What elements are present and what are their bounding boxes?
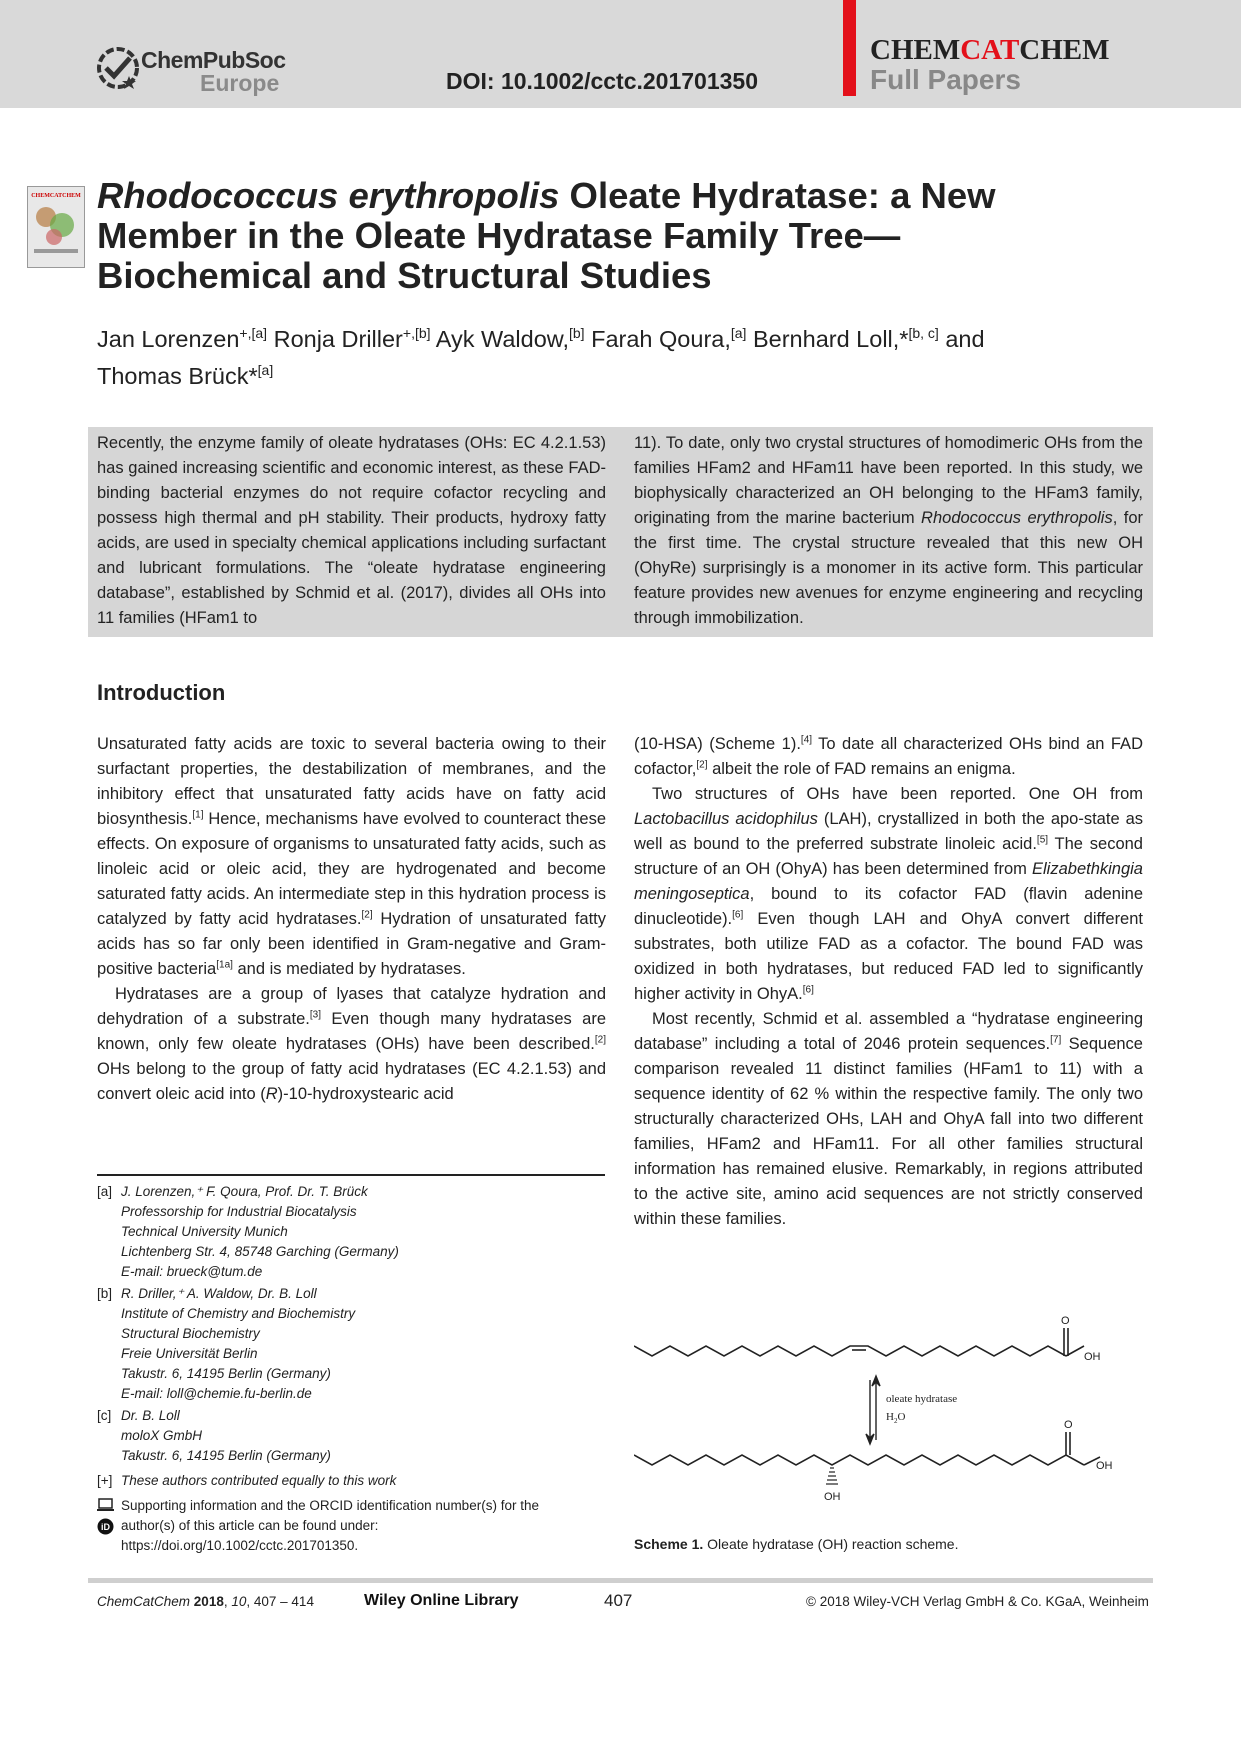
footnote-affiliation-b <box>97 1284 607 1404</box>
abstract-right-column: 11). To date, only two crystal structures of homodimeric OHs from the families HFam2 and HFam11 have been reported. In this study, we biophysically characterized an OH belonging to the HFam3 family, originating from the marine bacterium Rhodococcus erythropolis, for the first time. The crystal structure revealed that this new OH (OhyRe) surprisingly is a monomer in its active form. This particular feature provides new avenues for enzyme engineering and recycling through immobilization. <box>634 434 1143 627</box>
page-number: 407 <box>604 1591 633 1610</box>
footnote-tag: [c] <box>97 1408 112 1423</box>
citation[interactable]: [6] <box>732 909 744 921</box>
author-name: Jan Lorenzen <box>97 325 240 352</box>
footnote-divider <box>97 1174 605 1176</box>
title-line-3: Biochemical and Structural Studies <box>97 255 712 296</box>
footnote-line: Supporting information and the ORCID identification number(s) for the <box>121 1498 539 1513</box>
footnote-tag: [a] <box>97 1184 113 1199</box>
body-right-column <box>634 732 1143 1232</box>
footnote-line: Takustr. 6, 14195 Berlin (Germany) <box>121 1366 331 1381</box>
author-affiliation: [b, c] <box>908 325 939 341</box>
author-name: Farah Qoura, <box>591 325 731 352</box>
reaction-scheme <box>634 1300 1146 1530</box>
author-separator: and <box>938 325 985 352</box>
authors-line-2 <box>97 355 1077 392</box>
citation[interactable]: [1a] <box>216 959 233 971</box>
footnote-email[interactable]: E-mail: loll@chemie.fu-berlin.de <box>121 1386 312 1401</box>
cover-art-icon <box>28 199 84 259</box>
title-species: Rhodococcus erythropolis <box>97 175 560 216</box>
citation[interactable]: [2] <box>594 1034 606 1046</box>
author-affiliation: [a] <box>257 361 274 378</box>
footnote-line: Takustr. 6, 14195 Berlin (Germany) <box>121 1448 331 1463</box>
footnote-line: R. Driller,⁺ A. Waldow, Dr. B. Loll <box>121 1286 317 1301</box>
citation[interactable]: [2] <box>696 759 708 771</box>
citation[interactable]: [1] <box>192 809 204 821</box>
footnote-line: moloX GmbH <box>121 1428 203 1443</box>
footnote-line: Professorship for Industrial Biocatalysis <box>121 1204 357 1219</box>
acid-oh-label: OH <box>1096 1460 1113 1472</box>
paragraph: Two structures of OHs have been reported. One OH from Lactobacillus acidophilus (LAH), crystallized in both the apo-state as well as bound to the preferred substrate linoleic acid.[5] The second structure of an OH (OhyA) has been determined from Elizabethkingia meningoseptica, bound to its cofactor FAD (flavin adenine dinucleotide).[6] Even though LAH and OhyA convert different substrates, both utilize FAD as a cofactor. The bound FAD was oxidized in both hydratases, but reduced FAD led to significantly higher activity in OhyA.[6] <box>634 785 1143 1003</box>
footnote-line: Institute of Chemistry and Biochemistry <box>121 1306 356 1321</box>
carbonyl-label: O <box>1061 1315 1070 1327</box>
carbonyl-label: O <box>1064 1419 1073 1431</box>
footnote-equal-contribution <box>97 1471 607 1491</box>
footer-divider <box>88 1578 1153 1583</box>
scheme-caption: Scheme 1. Oleate hydratase (OH) reaction scheme. <box>634 1536 959 1552</box>
author-name: Ayk Waldow, <box>435 325 569 352</box>
citation[interactable]: [6] <box>802 984 814 996</box>
body-left-column <box>97 732 606 1107</box>
orcid-icon <box>97 1518 114 1535</box>
author-affiliation: [b] <box>569 325 585 341</box>
footnote-tag: [+] <box>97 1473 113 1488</box>
journal-name: CHEMCATCHEM <box>870 34 1110 66</box>
footnote-line: Structural Biochemistry <box>121 1326 260 1341</box>
footer-citation: ChemCatChem 2018, 10, 407 – 414 <box>97 1594 314 1609</box>
footnote-line: author(s) of this article can be found under: <box>121 1518 379 1533</box>
authors-line-1 <box>97 318 1077 355</box>
footnote-line: Dr. B. Loll <box>121 1408 180 1423</box>
laptop-icon <box>97 1498 114 1512</box>
section-label: Full Papers <box>870 64 1021 95</box>
svg-text:iD: iD <box>101 1522 110 1532</box>
hashed-wedge-bond <box>826 1468 838 1484</box>
citation[interactable]: [3] <box>309 1009 321 1021</box>
footnote-line: Technical University Munich <box>121 1224 288 1239</box>
acid-oh-label: OH <box>1084 1351 1101 1363</box>
cover-thumb-text: CHEMCATCHEM <box>31 193 81 199</box>
footnote-affiliation-a <box>97 1182 607 1282</box>
supporting-info-link[interactable]: https://doi.org/10.1002/cctc.201701350. <box>121 1538 359 1553</box>
citation[interactable]: [7] <box>1050 1034 1062 1046</box>
reaction-arrows <box>866 1376 880 1444</box>
footnote-supporting-info <box>97 1496 607 1556</box>
author-affiliation: +,[b] <box>402 325 431 341</box>
author-list <box>97 318 1077 392</box>
copyright: © 2018 Wiley-VCH Verlag GmbH & Co. KGaA, Weinheim <box>806 1594 1149 1609</box>
author-name: Ronja Driller <box>273 325 403 352</box>
author-affiliation: +,[a] <box>239 325 268 341</box>
author-affiliation: [a] <box>730 325 747 341</box>
hydroxyl-label: OH <box>824 1491 841 1503</box>
enzyme-label: oleate hydratase <box>886 1393 958 1405</box>
water-label: $H_2O$ <box>886 1411 906 1425</box>
publisher-region: Europe <box>200 70 280 96</box>
paragraph: Most recently, Schmid et al. assembled a “hydratase engineering database” including a total of 2046 protein sequences.[7] Sequence comparison revealed 11 distinct families (HFam1 to 11) with a sequence identity of 62 % within the respective family. The only two structurally characterized OHs, LAH and OhyA fall into two different families, HFam2 and HFam11. For all other families structural information has remained elusive. Remarkably, in regions attributed to the active site, amino acid sequences are not strictly conserved within these families. <box>634 1010 1143 1228</box>
abstract-left-column: Recently, the enzyme family of oleate hydratases (OHs: EC 4.2.1.53) has gained increasing scientific and economic interest, as these FAD-binding bacterial enzymes do not require cofactor recycling and possess high thermal and pH stability. Their products, hydroxy fatty acids, are used in specialty chemical applications including surfactant and lubricant formulations. The “oleate hydratase engineering database”, established by Schmid et al. (2017), divides all OHs into 11 families (HFam1 to <box>97 434 606 627</box>
footnote-line: Freie Universität Berlin <box>121 1346 258 1361</box>
title-line-2: Member in the Oleate Hydratase Family Tree— <box>97 215 901 256</box>
author-name: Thomas Brück* <box>97 362 258 389</box>
chempubsoc-logo-icon <box>96 46 140 90</box>
footnote-line: Lichtenberg Str. 4, 85748 Garching (Germany) <box>121 1244 399 1259</box>
journal-accent-bar <box>843 0 856 96</box>
footnote-tag: [b] <box>97 1286 113 1301</box>
oleic-acid-structure <box>634 1328 1084 1356</box>
citation[interactable]: [5] <box>1036 834 1049 846</box>
section-heading-introduction: Introduction <box>97 680 226 705</box>
paragraph: Unsaturated fatty acids are toxic to several bacteria owing to their surfactant properties, the destabilization of membranes, and the inhibitory effect that unsaturated fatty acids have on fatty acid biosynthesis.[1] Hence, mechanisms have evolved to counteract these effects. On exposure of organisms to unsaturated fatty acids, such as linoleic acid or oleic acid, they are hydrogenated and become saturated fatty acids. An intermediate step in this hydration process is catalyzed by fatty acid hydratases.[2] Hydration of unsaturated fatty acids has so far only been identified in Gram-negative and Gram-positive bacteria[1a] and is mediated by hydratases. <box>97 735 607 978</box>
article-title <box>97 176 997 296</box>
journal-cover-thumbnail[interactable] <box>27 186 85 268</box>
paragraph: (10-HSA) (Scheme 1).[4] To date all characterized OHs bind an FAD cofactor,[2] albeit the role of FAD remains an enigma. <box>634 734 1143 778</box>
author-name: Bernhard Loll,* <box>752 325 909 352</box>
footnote-line: These authors contributed equally to this work <box>121 1473 397 1488</box>
citation[interactable]: [2] <box>361 909 373 921</box>
title-line-1: Oleate Hydratase: a New <box>559 175 996 216</box>
wiley-online-library-link[interactable]: Wiley Online Library <box>364 1592 519 1609</box>
paragraph: Hydratases are a group of lyases that catalyze hydration and dehydration of a substrate.[3] Even though many hydratases are known, only few oleate hydratases (OHs) have been described.[2] OHs belong to the group of fatty acid hydratases (EC 4.2.1.53) and convert oleic acid into (R)-10-hydroxystearic acid <box>97 985 607 1103</box>
citation[interactable]: [4] <box>800 734 813 746</box>
footnote-email[interactable]: E-mail: brueck@tum.de <box>121 1264 263 1279</box>
doi[interactable]: DOI: 10.1002/cctc.201701350 <box>446 68 759 94</box>
publisher-name: ChemPubSoc <box>141 47 286 73</box>
footnote-line: J. Lorenzen,⁺ F. Qoura, Prof. Dr. T. Brück <box>121 1184 368 1199</box>
footnote-affiliation-c <box>97 1406 607 1466</box>
